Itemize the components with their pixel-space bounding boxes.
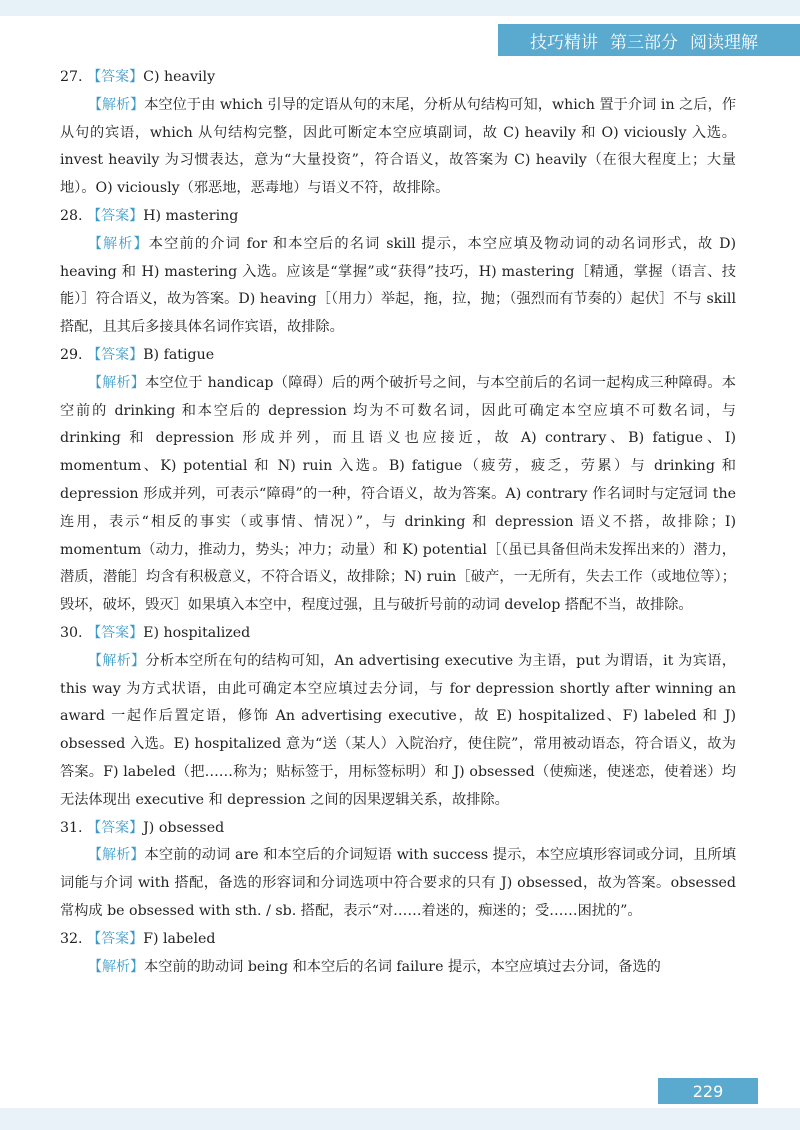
answer-value: E) hospitalized [143,624,251,641]
entry-32 [60,926,736,982]
question-number: 29. [60,346,83,363]
explanation-tag: 【解析】 [88,96,145,113]
section-header [498,24,800,56]
answer-line [60,64,736,92]
explanation-paragraph [60,842,736,925]
entry-29 [60,342,736,620]
answer-value: F) labeled [143,930,216,947]
bottom-decoration-bar [0,1108,800,1130]
explanation-tag: 【解析】 [88,374,146,391]
question-number: 27. [60,69,83,85]
answer-explanations [60,64,736,981]
page-number: 229 [658,1078,758,1104]
explanation-text: 本空位于 handicap（障碍）后的两个破折号之间，与本空前后的名词一起构成三种障碍。本空前的 drinking 和本空后的 depression 均为不可数名词，因此可确定本空应填不可数名词，与 drinking 和 depression 形成并列，而且语义也应接近，故 A) contrary、B) fatigue、I) momentum、K) potential 和 N) ruin 入选。B) fatigue（疲劳，疲乏，劳累）与 drinking 和 depression 形成并列，可表示“障碍”的一种，符合语义，故为答案。A) contrary 作名词时与定冠词 the 连用，表示“相反的事实（或事情、情况）”，与 drinking 和 depression 语义不搭，故排除；I) momentum（动力，推动力，势头；冲力；动量）和 K) potential［（虽已具备但尚未发挥出来的）潜力，潜质，潜能］均含有积极意义，不符合语义，故排除；N) ruin［破产，一无所有，失去工作（或地位等）；毁坏，破坏，毁灭］如果填入本空中，程度过强，且与破折号前的动词 develop 搭配不当，故排除。 [60,374,736,614]
explanation-tag: 【解析】 [88,847,145,864]
explanation-paragraph [60,92,736,203]
answer-value: J) obsessed [143,819,225,836]
top-decoration-bar [0,0,800,16]
answer-tag: 【答案】 [87,819,144,836]
answer-line [60,620,736,648]
question-number: 31. [60,819,83,836]
explanation-tag: 【解析】 [88,652,146,669]
answer-line [60,203,736,231]
answer-line [60,926,736,954]
header-segment-technique: 技巧精讲 [530,32,598,53]
answer-value: B) fatigue [143,346,215,363]
explanation-text: 本空前的介词 for 和本空后的名词 skill 提示，本空应填及物动词的动名词形式，故 D) heaving 和 H) mastering 入选。应该是“掌握”或“获得”技巧，H) mastering［精通，掌握（语言、技能）］符合语义，故为答案。D) heaving［（用力）举起，拖，拉，抛；（强烈而有节奏的）起伏］不与 skill 搭配，且其后多接具体名词作宾语，故排除。 [60,235,737,336]
explanation-paragraph [60,954,736,982]
answer-tag: 【答案】 [87,624,144,641]
answer-tag: 【答案】 [87,346,144,363]
entry-27 [60,64,736,203]
explanation-paragraph [60,648,736,815]
answer-value: C) heavily [143,69,216,85]
explanation-tag: 【解析】 [88,958,144,975]
question-number: 28. [60,207,83,224]
question-number: 32. [60,930,83,947]
explanation-tag: 【解析】 [88,235,149,252]
explanation-paragraph [60,370,736,620]
explanation-paragraph [60,231,736,342]
answer-value: H) mastering [143,207,239,224]
answer-line [60,342,736,370]
explanation-text: 本空前的动词 are 和本空后的介词短语 with success 提示，本空应填形容词或分词，且所填词能与介词 with 搭配，备选的形容词和分词选项中符合要求的只有 J) obsessed，故为答案。obsessed 常构成 be obsessed with sth. / sb. 搭配，表示“对……着迷的，痴迷的；受……困扰的”。 [60,847,737,919]
question-number: 30. [60,624,83,641]
answer-tag: 【答案】 [87,207,144,224]
header-segment-reading: 阅读理解 [690,32,758,53]
answer-tag: 【答案】 [87,930,144,947]
explanation-text: 分析本空所在句的结构可知，An advertising executive 为主语，put 为谓语，it 为宾语，this way 为方式状语，由此可确定本空应填过去分词，与 for depression shortly after winning an award 一起作后置定语，修饰 An advertising executive，故 E) hospitalized、F) labeled 和 J) obsessed 入选。E) hospitalized 意为“送（某人）入院治疗，使住院”，常用被动语态，符合语义，故为答案。F) labeled（把……称为；贴标签于，用标签标明）和 J) obsessed（使痴迷，使迷恋，使着迷）均无法体现出 executive 和 depression 之间的因果逻辑关系，故排除。 [60,652,736,808]
explanation-text: 本空前的助动词 being 和本空后的名词 failure 提示，本空应填过去分词，备选的 [144,958,661,975]
entry-30 [60,620,736,815]
explanation-text: 本空位于由 which 引导的定语从句的末尾，分析从句结构可知，which 置于介词 in 之后，作从句的宾语，which 从句结构完整，因此可断定本空应填副词，故 C) heavily 和 O) viciously 入选。invest heavily 为习惯表达，意为“大量投资”，符合语义，故答案为 C) heavily（在很大程度上；大量地）。O) viciously（邪恶地，恶毒地）与语义不符，故排除。 [60,96,737,197]
answer-tag: 【答案】 [87,69,144,85]
header-segment-part: 第三部分 [610,32,678,53]
entry-31 [60,815,736,926]
entry-28 [60,203,736,342]
answer-line [60,815,736,843]
